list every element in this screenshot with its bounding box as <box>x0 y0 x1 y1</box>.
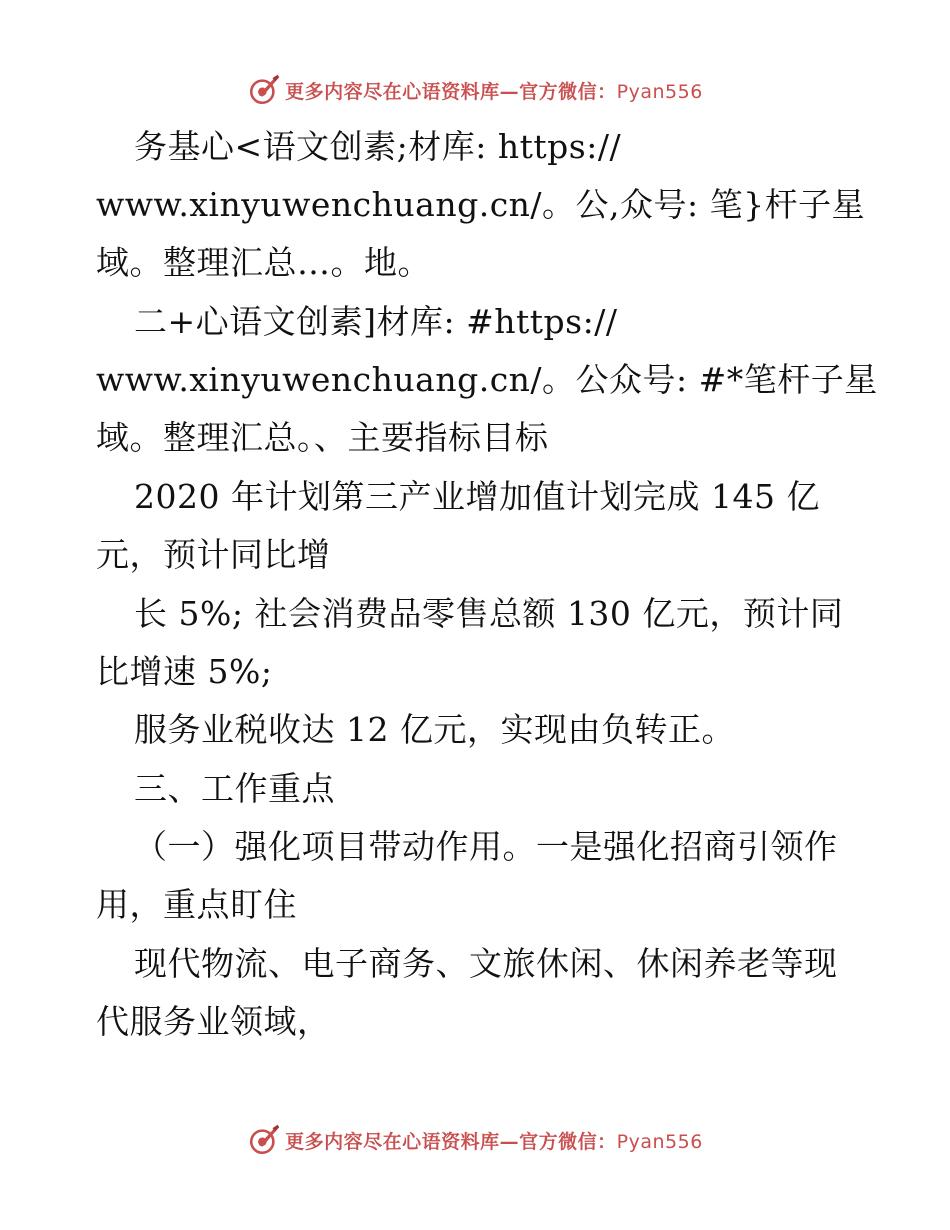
banner-text: 更多内容尽在心语资料库—官方微信：Pyan556 <box>285 80 703 103</box>
text-line: 域。整理汇总。、主要指标目标 <box>96 418 549 457</box>
text-line: 现代物流、电子商务、文旅休闲、休闲养老等现 <box>134 944 838 983</box>
text-line: 2020 年计划第三产业增加值计划完成 145 亿 <box>134 477 820 516</box>
text-line: 元，预计同比增 <box>96 535 331 574</box>
wechat-id: Pyan556 <box>616 1130 703 1153</box>
text-line: （一）强化项目带动作用。一是强化招商引领作 <box>134 827 838 866</box>
banner-text: 更多内容尽在心语资料库—官方微信：Pyan556 <box>285 1130 703 1153</box>
quill-logo-icon <box>247 1123 281 1157</box>
text-line: 域。整理汇总…。地。 <box>96 243 431 282</box>
quill-logo-icon <box>247 73 281 107</box>
wechat-id: Pyan556 <box>616 80 703 103</box>
text-line: www.xinyuwenchuang.cn/。公,众号: 笔}杆子星 <box>96 185 866 224</box>
footer-watermark-banner <box>0 1120 950 1160</box>
text-line: www.xinyuwenchuang.cn/。公众号: #*笔杆子星 <box>96 360 878 399</box>
text-line: 代服务业领域， <box>96 1002 331 1041</box>
text-line: 长 5%; 社会消费品零售总额 130 亿元，预计同 <box>134 594 844 633</box>
text-line: 用，重点盯住 <box>96 885 297 924</box>
section-heading: 三、工作重点 <box>134 769 335 808</box>
text-line: 二+心语文创素]材库: #https:// <box>134 302 618 341</box>
header-watermark-banner <box>0 70 950 110</box>
text-line: 务基心<语文创素;材库: https:// <box>134 127 622 166</box>
text-line: 比增速 5%; <box>96 652 273 691</box>
text-line: 服务业税收达 12 亿元，实现由负转正。 <box>134 710 735 749</box>
